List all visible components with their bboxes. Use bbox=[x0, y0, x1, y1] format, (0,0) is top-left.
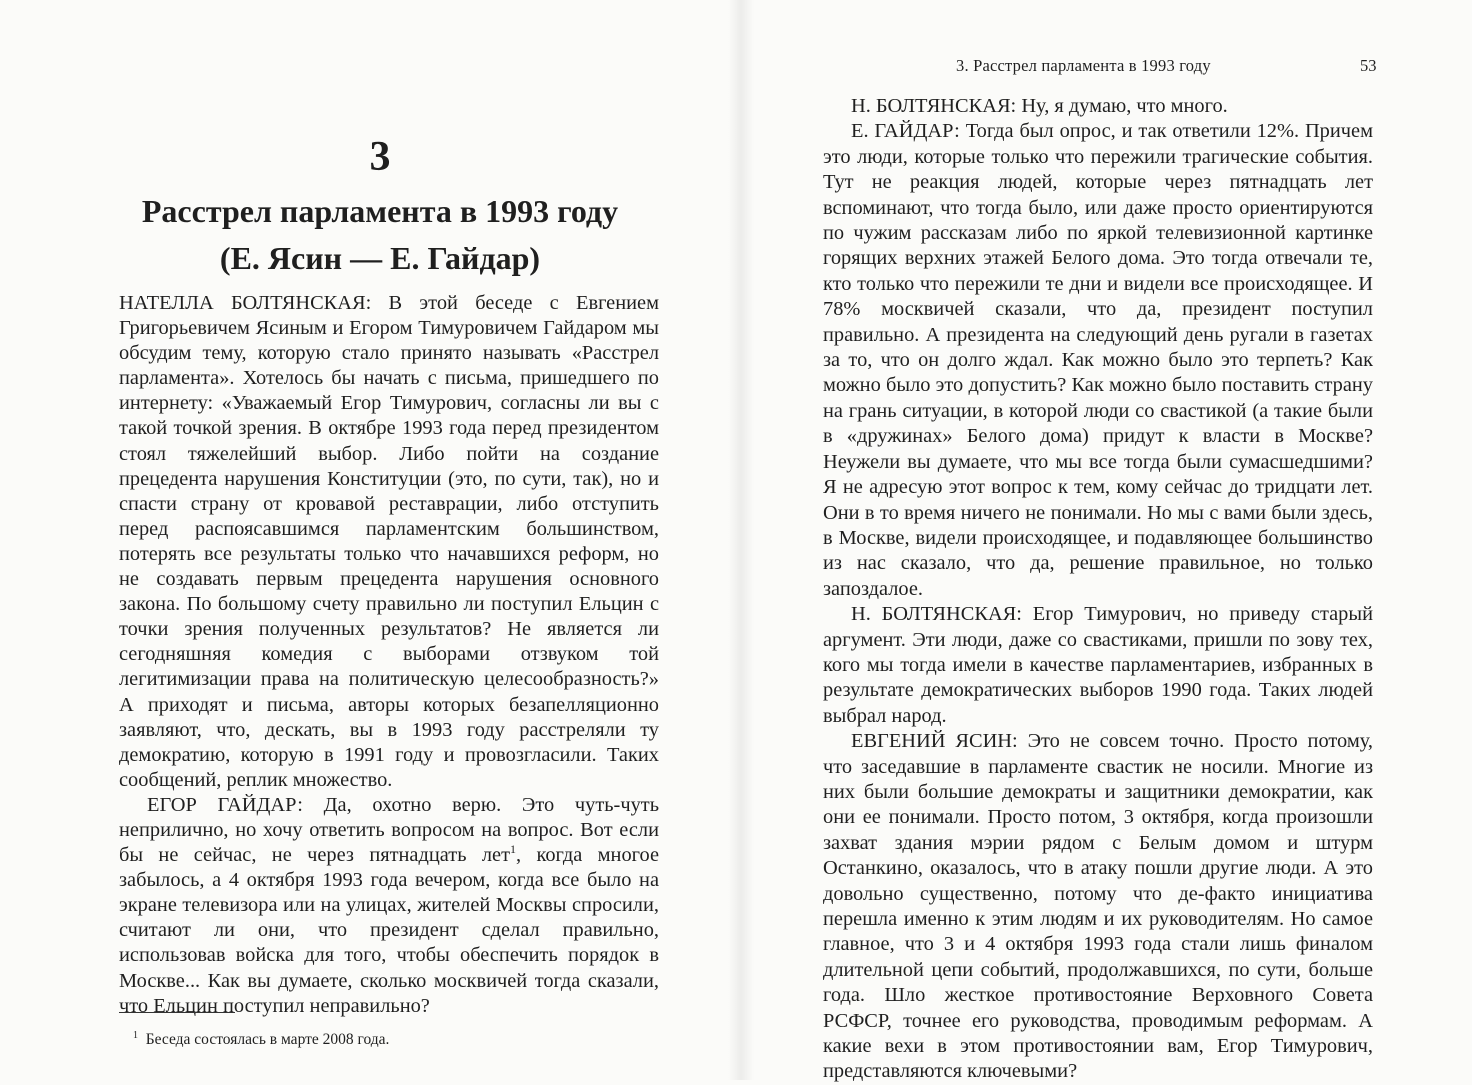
gaidar-text-part1: ЕГОР ГАЙДАР: Да, охотно верю. Это чуть-чуть неприлично, но хочу ответить вопросом на вопрос. Вот если бы не сейчас, не через пятнадцать лет bbox=[119, 793, 659, 867]
page-number: 53 bbox=[1360, 56, 1377, 75]
left-page-body bbox=[119, 291, 659, 1019]
footnote-number: 1 bbox=[133, 1030, 138, 1041]
paragraph-gaidar-question bbox=[119, 793, 659, 1019]
footnote-divider bbox=[119, 1012, 235, 1013]
chapter-title bbox=[90, 188, 670, 282]
paragraph-boltyanskaya-intro: НАТЕЛЛА БОЛТЯНСКАЯ: В этой беседе с Евгением Григорьевичем Ясиным и Егором Тимуровичем Гайдаром мы обсудим тему, которую стало принято называть «Расстрел парламента». Хотелось бы начать с письма, пришедшего по интернету: «Уважаемый Егор Тимурович, согласны ли вы с такой точкой зрения. В октябре 1993 года перед президентом стоял тяжелейший выбор. Либо пойти на создание прецедента нарушения Конституции (это, по сути, так), но и спасти страну от кровавой реставрации, либо отступить перед распоясавшимся парламентским большинством, потерять все результаты только что начавшихся реформ, но не создавать первым прецедента нарушения основного закона. По большому счету правильно ли поступил Ельцин с точки зрения полученных результатов? Не является ли сегодняшняя комедия с выборами отзвуком той легитимизации права на политическую целесообразность?» А приходят и письма, авторы которых безапелляционно заявляют, что, дескать, вы в 1993 году расстреляли ту демократию, которую в 1991 году и провозгласили. Таких сообщений, реплик множество. bbox=[119, 292, 659, 791]
left-page bbox=[0, 0, 736, 1080]
footnote-marker: 1 bbox=[510, 842, 516, 857]
chapter-title-line2: (Е. Ясин — Е. Гайдар) bbox=[219, 240, 541, 276]
paragraph: ЕВГЕНИЙ ЯСИН: Это не совсем точно. Просто потому, что заседавшие в парламенте свастик не носили. Многие из них были большие демократы и защитники демократии, как они ее понимали. Просто потом, 3 октября, когда произошли захват здания мэрии рядом с Белым домом и штурм Останкино, оказалось, что в атаку пошли другие люди. А это довольно существенно, потому что де-факто инициатива перешла именно к этим людям и их руководителям. Но самое главное, что 3 и 4 октября 1993 года стали лишь финалом длительной цепи событий, продолжавшихся, по сути, больше года. Шло жесткое противостояние Верховного Совета РСФСР, точнее его руководства, проводимым реформам. А какие вехи в этом противостоянии вам, Егор Тимурович, представляются ключевыми? bbox=[823, 730, 1373, 1083]
chapter-title-line1: Расстрел парламента в 1993 году bbox=[141, 193, 619, 229]
right-page bbox=[736, 0, 1472, 1083]
paragraph: Н. БОЛТЯНСКАЯ: Ну, я думаю, что много. bbox=[851, 95, 1228, 117]
chapter-number: 3 bbox=[369, 134, 391, 180]
footnote-text: Беседа состоялась в марте 2008 года. bbox=[145, 1031, 390, 1049]
paragraph: Н. БОЛТЯНСКАЯ: Егор Тимурович, но приведу старый аргумент. Эти люди, даже со свастиками, пришли по зову тех, кого мы тогда имели в качестве парламентариев, избранных в результате демократических выборов 1990 года. Таких людей выбрал народ. bbox=[823, 603, 1373, 727]
right-page-body bbox=[823, 94, 1373, 1085]
paragraph: Е. ГАЙДАР: Тогда был опрос, и так ответили 12%. Причем это люди, которые только что пережили трагические события. Тут не реакция людей, которые через пятнадцать лет вспоминают, что тогда было, или даже просто ориентируются по чужим рассказам либо по яркой телевизионной картинке горящих верхних этажей Белого дома. Это тогда отвечали те, кто только что пережили те дни и видели все происходящее. И 78% москвичей сказали, что да, президент поступил правильно. А президента на следующий день ругали в газетах за то, что он долго ждал. Как можно было это терпеть? Как можно было это допустить? Как можно было поставить страну на грань ситуации, в которой люди со свастикой (а такие были в «дружинах» Белого дома) придут к власти в Москве? Неужели вы думаете, что мы все тогда были сумасшедшими? Я не адресую этот вопрос к тем, кому сейчас до тридцати лет. Они в то время ничего не понимали. Но мы с вами были здесь, в Москве, видели происходящее, и подавляющее большинство из нас сказало, что да, решение правильное, но только запоздалое. bbox=[823, 120, 1373, 600]
gaidar-text-part2: , когда многое забылось, а 4 октября 1993 года вечером, когда все было на экране телевизора или на улицах, жителей Москвы спросили, считают ли они, что президент сделал правильно, использовав войска для того, чтобы обеспечить порядок в Москве... Как вы думаете, сколько москвичей тогда сказали, что Ельцин поступил неправильно? bbox=[119, 844, 659, 1017]
running-head: 3. Расстрел парламента в 1993 году bbox=[956, 56, 1211, 75]
footnote bbox=[119, 1026, 659, 1050]
